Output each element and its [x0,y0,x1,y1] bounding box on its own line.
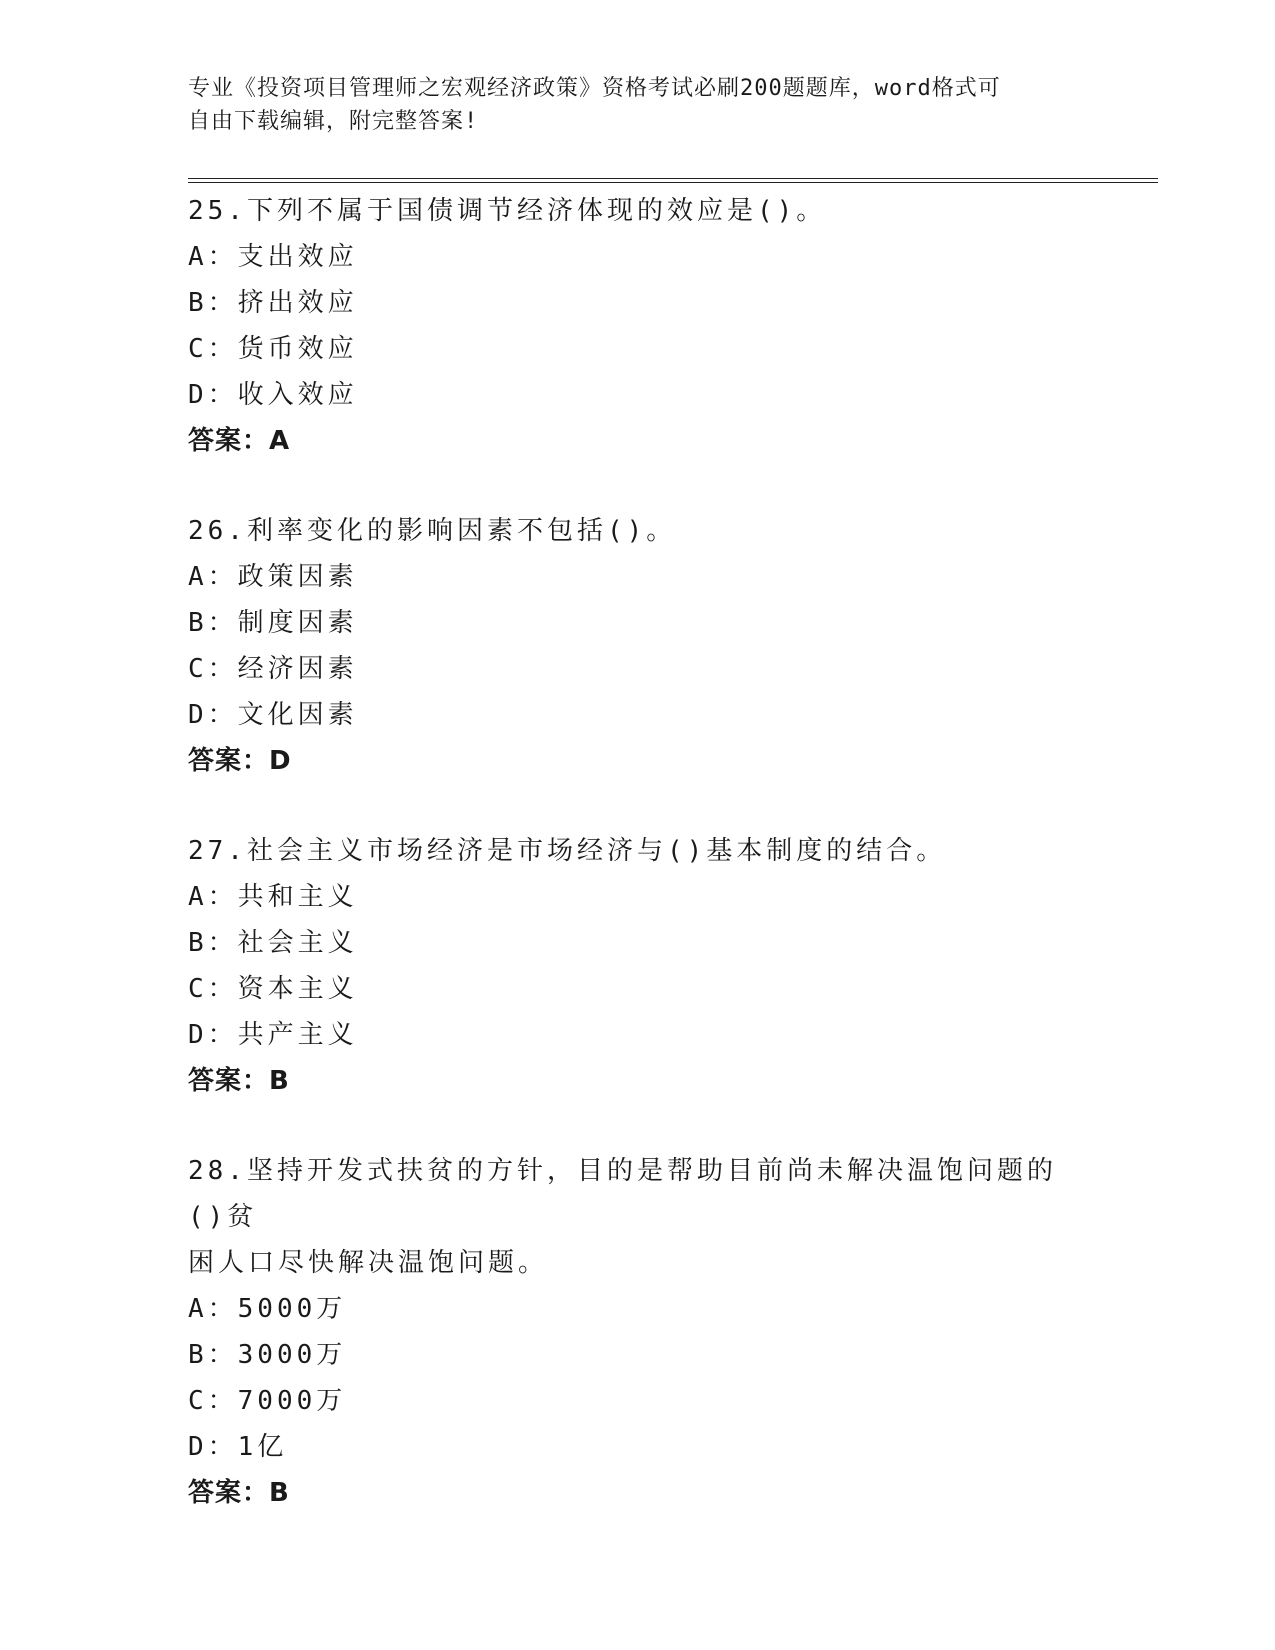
option-d: D：1亿 [188,1432,288,1462]
option-d: D：收入效应 [188,380,358,410]
option-c: C：7000万 [188,1386,347,1416]
question-text-line-2: 困人口尽快解决温饱问题。 [188,1248,549,1278]
option-b: B：社会主义 [188,928,358,958]
option-a: A：政策因素 [188,562,358,592]
option-b: B：制度因素 [188,608,358,638]
option-d: D：文化因素 [188,700,358,730]
question-text: 25.下列不属于国债调节经济体现的效应是()。 [188,196,827,226]
header-divider-bottom [188,182,1158,183]
option-a: A：支出效应 [188,242,358,272]
answer: 答案：A [188,426,291,456]
answer: 答案：B [188,1066,290,1096]
option-c: C：经济因素 [188,654,358,684]
option-a: A：5000万 [188,1294,347,1324]
option-c: C：货币效应 [188,334,358,364]
question-text: 27.社会主义市场经济是市场经济与()基本制度的结合。 [188,836,947,866]
question-text: 26.利率变化的影响因素不包括()。 [188,516,677,546]
question-28 [188,1148,1088,1516]
answer: 答案：B [188,1478,290,1508]
option-c: C：资本主义 [188,974,358,1004]
question-26 [188,508,1088,784]
answer: 答案：D [188,746,292,776]
header-divider-top [188,178,1158,179]
question-27 [188,828,1088,1104]
option-b: B：挤出效应 [188,288,358,318]
question-text-line-1: 28.坚持开发式扶贫的方针，目的是帮助目前尚未解决温饱问题的()贫 [188,1156,1057,1232]
document-header [188,72,1088,138]
header-line-1: 专业《投资项目管理师之宏观经济政策》资格考试必刷200题题库，word格式可 [188,76,1001,101]
question-25 [188,188,1088,464]
option-b: B：3000万 [188,1340,347,1370]
option-d: D：共产主义 [188,1020,358,1050]
header-line-2: 自由下载编辑，附完整答案! [188,109,479,134]
option-a: A：共和主义 [188,882,358,912]
